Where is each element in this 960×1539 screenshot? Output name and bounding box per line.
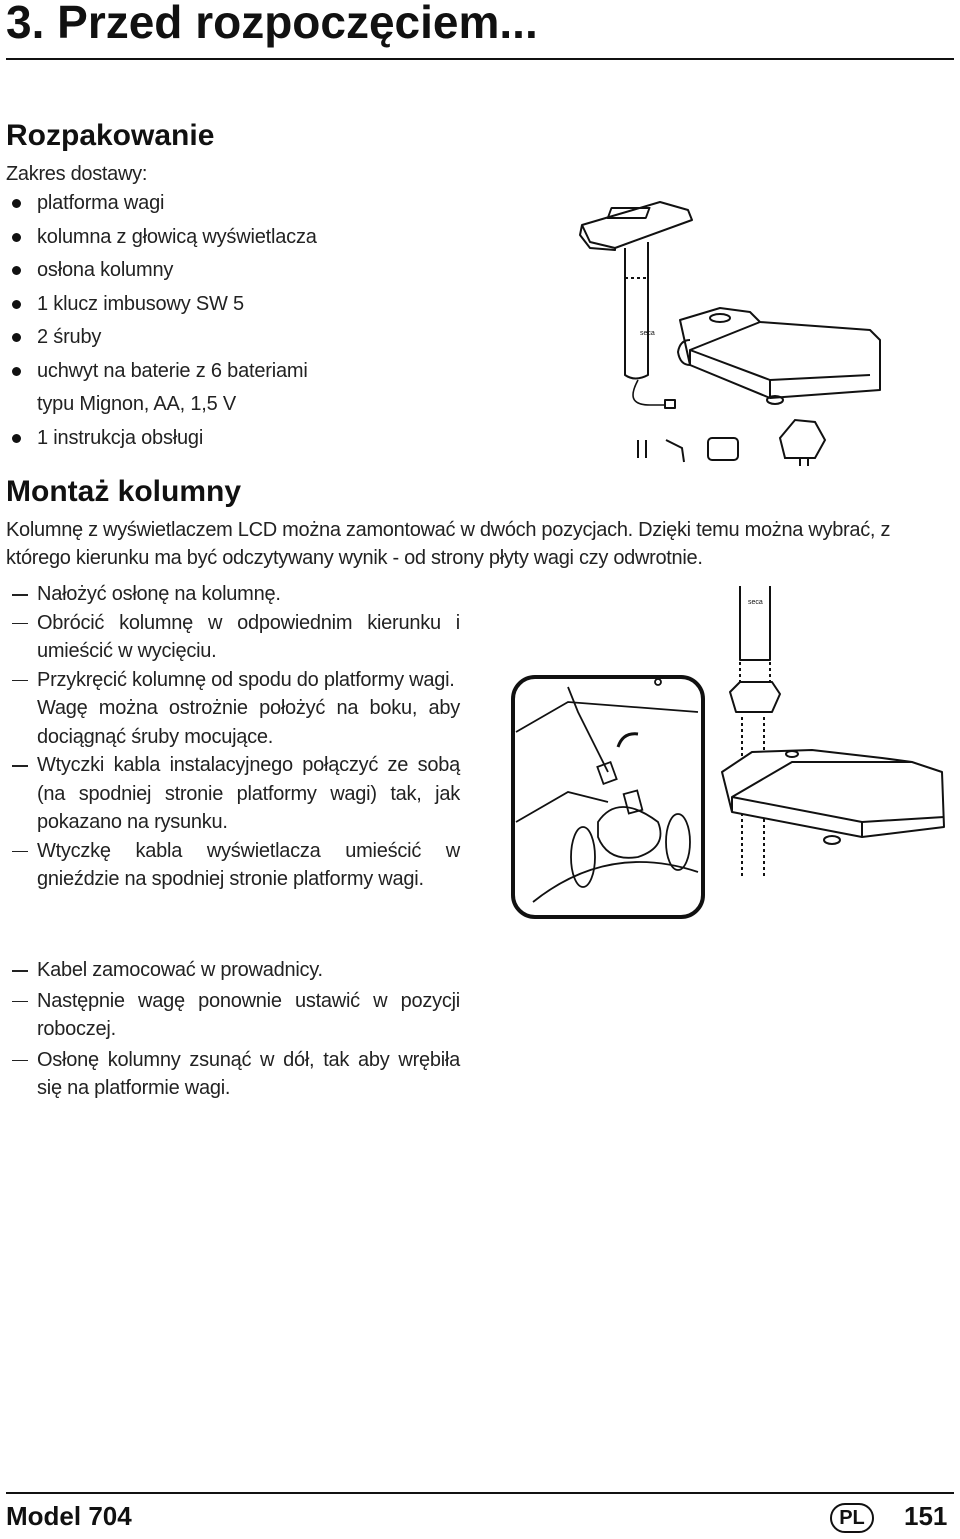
- list-item: Osłonę kolumny zsunąć w dół, tak aby wrębiła się na platformie wagi.: [6, 1046, 460, 1103]
- bullet-icon: [12, 434, 21, 443]
- underside-wiring-illustration: [508, 672, 708, 922]
- brand-mark: seca: [640, 330, 655, 337]
- list-item: Obrócić kolumnę w odpowiednim kierunku i umieścić w wycięciu.: [6, 609, 460, 666]
- dash-icon: [12, 851, 28, 853]
- dash-icon: [12, 623, 28, 625]
- list-item: Wtyczki kabla instalacyjnego połączyć ze sobą (na spodniej stronie platformy wagi) tak, jak pokazano na rysunku.: [6, 751, 460, 837]
- unpacking-heading: Rozpakowanie: [6, 119, 215, 152]
- header-rule: [6, 58, 954, 60]
- mounting-steps-a: [6, 580, 460, 894]
- mounting-intro: Kolumnę z wyświetlaczem LCD można zamontować w dwóch pozycjach. Dzięki temu można wybrać, z którego kierunku ma być odczytywany wynik - od strony płyty wagi czy odwrotnie.: [6, 519, 891, 569]
- list-item: 1 klucz imbusowy SW 5: [6, 288, 486, 322]
- list-item: Kabel zamocować w prowadnicy.: [6, 956, 460, 985]
- page-number: 151: [904, 1501, 948, 1531]
- dash-icon: [12, 1060, 28, 1062]
- delivery-list: [6, 187, 486, 455]
- chapter-title: 3. Przed rozpoczęciem...: [6, 0, 538, 48]
- bullet-icon: [12, 367, 21, 376]
- dash-icon: [12, 1001, 28, 1003]
- list-item: Następnie wagę ponownie ustawić w pozycji roboczej.: [6, 987, 460, 1044]
- list-item: platforma wagi: [6, 187, 486, 221]
- bullet-icon: [12, 266, 21, 275]
- list-item: Nałożyć osłonę na kolumnę.: [6, 580, 460, 609]
- list-item: Wtyczkę kabla wyświetlacza umieścić w gnieździe na spodniej stronie platformy wagi.: [6, 837, 460, 894]
- step-note: Wagę można ostrożnie położyć na boku, aby dociągnąć śruby mocujące.: [37, 697, 460, 748]
- dash-icon: [12, 970, 28, 972]
- footer-model: Model 704: [6, 1501, 132, 1531]
- bullet-icon: [12, 300, 21, 309]
- brand-mark: seca: [748, 599, 763, 606]
- language-badge: PL: [830, 1503, 874, 1533]
- dash-icon: [12, 765, 28, 767]
- column-mounting-illustration: [712, 582, 955, 882]
- list-item: Przykręcić kolumnę od spodu do platformy wagi.: [6, 666, 460, 695]
- list-item: kolumna z głowicą wyświetlacza: [6, 221, 486, 255]
- list-item: osłona kolumny: [6, 254, 486, 288]
- bullet-icon: [12, 333, 21, 342]
- list-item: 2 śruby: [6, 321, 486, 355]
- unpacking-intro: Zakres dostawy:: [6, 163, 148, 185]
- list-item: 1 instrukcja obsługi: [6, 422, 486, 456]
- mounting-steps-c: [6, 956, 460, 1103]
- footer-rule: [6, 1492, 954, 1494]
- dash-icon: [12, 680, 28, 682]
- delivery-contents-illustration: [570, 190, 955, 470]
- bullet-icon: [12, 199, 21, 208]
- bullet-icon: [12, 233, 21, 242]
- dash-icon: [12, 594, 28, 596]
- list-item: uchwyt na baterie z 6 bateriami typu Mignon, AA, 1,5 V: [6, 355, 486, 422]
- mounting-heading: Montaż kolumny: [6, 475, 242, 508]
